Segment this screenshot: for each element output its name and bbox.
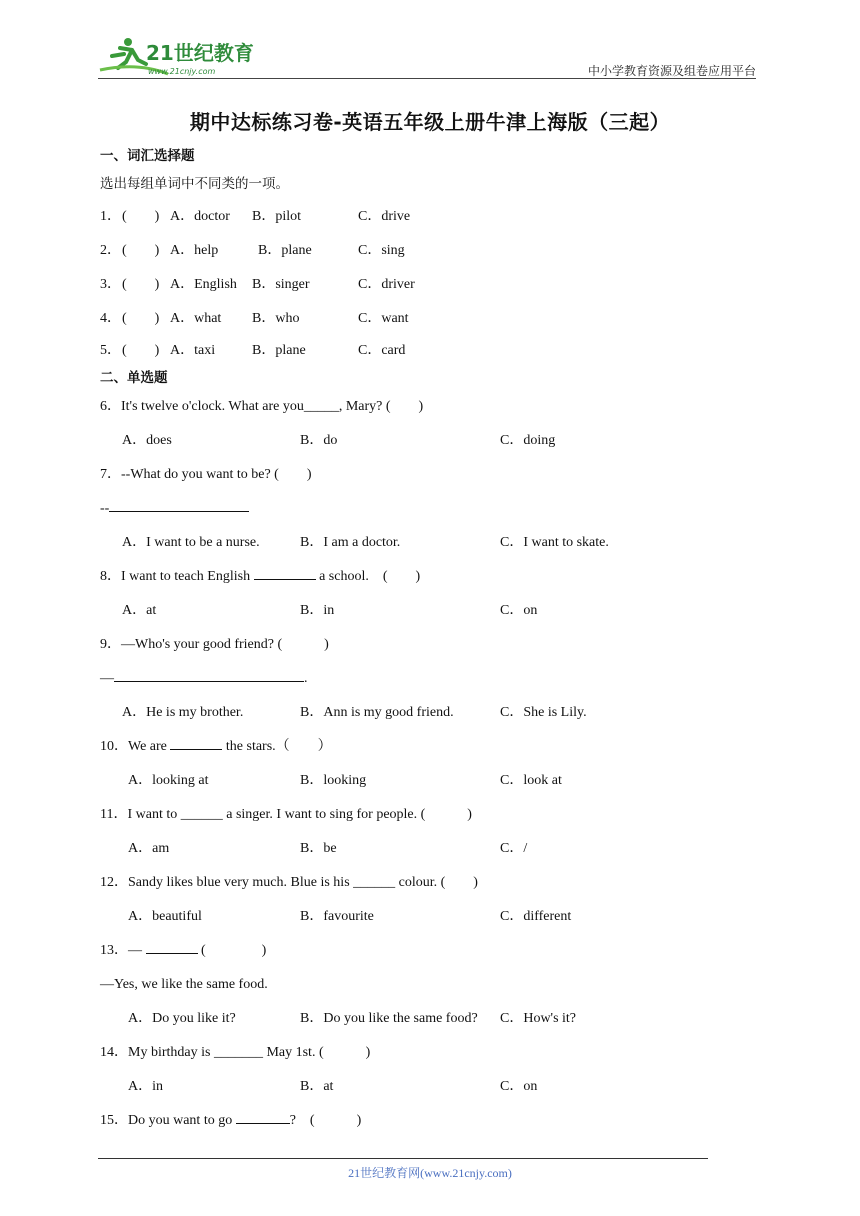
question-7: 7．--What do you want to be? ( )	[100, 467, 312, 482]
option-a: A．does	[122, 433, 172, 448]
option-a: A．help	[170, 243, 219, 258]
question-14: 14．My birthday is _______ May 1st. ( )	[100, 1045, 371, 1060]
option-c: C．doing	[500, 433, 556, 448]
exam-content	[100, 144, 740, 1138]
option-a: A．beautiful	[128, 909, 202, 924]
answer-paren: ( )	[122, 343, 160, 358]
question-number: 1．	[100, 209, 121, 224]
section2-heading: 二、单选题	[100, 370, 168, 386]
option-a: A．Do you like it?	[128, 1011, 236, 1026]
option-a: A．He is my brother.	[122, 705, 244, 720]
answer-blank	[236, 1107, 290, 1124]
option-b: B．favourite	[300, 909, 374, 924]
header-divider	[98, 78, 756, 79]
question-number: 3．	[100, 277, 121, 292]
answer-paren: ( )	[122, 243, 160, 258]
question-text: the stars.（ ）	[222, 739, 332, 754]
question-13	[100, 934, 740, 968]
option-b: B．plane	[258, 243, 312, 258]
option-b: B．at	[300, 1079, 334, 1094]
question-7-options	[100, 526, 740, 560]
option-c: C．on	[500, 603, 538, 618]
option-a: A．am	[128, 841, 170, 856]
question-6: 6．It's twelve o'clock. What are you_____, Mary? ( )	[100, 399, 424, 414]
option-a: A．looking at	[128, 773, 209, 788]
question-3	[100, 268, 740, 302]
option-a: A．English	[170, 277, 237, 292]
answer-blank	[170, 733, 222, 750]
option-b: B．who	[252, 311, 300, 326]
question-11: 11．I want to ______ a singer. I want to sing for people. ( )	[100, 807, 472, 822]
question-7-answer-line	[100, 492, 740, 526]
question-8-options	[100, 594, 740, 628]
option-b: B．looking	[300, 773, 367, 788]
question-2	[100, 234, 740, 268]
option-a: A．taxi	[170, 343, 216, 358]
dash: --	[100, 501, 110, 516]
question-13-reply: —Yes, we like the same food.	[100, 977, 268, 992]
question-8	[100, 560, 740, 594]
option-c: C．want	[358, 311, 409, 326]
dash: —	[100, 671, 114, 686]
option-a: A．what	[170, 311, 222, 326]
option-c: C．on	[500, 1079, 538, 1094]
question-5	[100, 336, 740, 366]
question-text: 8．I want to teach English	[100, 569, 254, 584]
option-a: A．doctor	[170, 209, 230, 224]
answer-blank	[254, 563, 316, 580]
option-c: C．She is Lily.	[500, 705, 587, 720]
logo-text: 21世纪教育	[146, 41, 254, 65]
option-c: C．/	[500, 841, 528, 856]
question-4	[100, 302, 740, 336]
footer-divider	[98, 1158, 708, 1159]
option-b: B．Ann is my good friend.	[300, 705, 454, 720]
logo-runner-icon	[98, 34, 258, 78]
option-c: C．How's it?	[500, 1011, 577, 1026]
header-platform-text: 中小学教育资源及组卷应用平台	[587, 64, 756, 78]
option-c: C．I want to skate.	[500, 535, 609, 550]
option-b: B．Do you like the same food?	[300, 1011, 478, 1026]
question-1	[100, 200, 740, 234]
question-13-options	[100, 1002, 740, 1036]
answer-blank	[109, 495, 249, 512]
question-12: 12．Sandy likes blue very much. Blue is his ______ colour. ( )	[100, 875, 478, 890]
period: .	[304, 671, 308, 686]
answer-paren: ( )	[122, 277, 160, 292]
answer-blank	[146, 937, 198, 954]
question-text: ( )	[197, 943, 267, 958]
question-text: ? ( )	[289, 1113, 362, 1128]
question-14-options	[100, 1070, 740, 1104]
option-b: B．in	[300, 603, 335, 618]
question-9-answer-line	[100, 662, 740, 696]
option-c: C．sing	[358, 243, 405, 258]
question-text: 13．—	[100, 943, 146, 958]
option-c: C．different	[500, 909, 572, 924]
footer-text: 21世纪教育网(www.21cnjy.com)	[348, 1166, 512, 1180]
option-c: C．drive	[358, 209, 411, 224]
question-11-options	[100, 832, 740, 866]
question-text: 10．We are	[100, 739, 171, 754]
option-a: A．I want to be a nurse.	[122, 535, 260, 550]
question-text: a school. ( )	[315, 569, 421, 584]
page-header	[98, 34, 756, 82]
question-number: 5．	[100, 343, 121, 358]
answer-paren: ( )	[122, 311, 160, 326]
option-c: C．look at	[500, 773, 562, 788]
question-12-options	[100, 900, 740, 934]
option-c: C．driver	[358, 277, 415, 292]
option-a: A．at	[122, 603, 157, 618]
question-9-options	[100, 696, 740, 730]
answer-blank	[114, 665, 304, 682]
section1-instruction: 选出每组单词中不同类的一项。	[100, 176, 289, 192]
option-a: A．in	[128, 1079, 163, 1094]
question-number: 2．	[100, 243, 121, 258]
option-b: B．I am a doctor.	[300, 535, 401, 550]
option-b: B．be	[300, 841, 337, 856]
option-b: B．do	[300, 433, 338, 448]
question-number: 4．	[100, 311, 121, 326]
question-10	[100, 730, 740, 764]
logo-url: www.21cnjy.com	[148, 67, 216, 76]
question-6-options	[100, 424, 740, 458]
question-9: 9．—Who's your good friend? ( )	[100, 637, 329, 652]
option-b: B．pilot	[252, 209, 302, 224]
question-text: 15．Do you want to go	[100, 1113, 236, 1128]
question-15	[100, 1104, 740, 1138]
option-c: C．card	[358, 343, 406, 358]
option-b: B．singer	[252, 277, 310, 292]
page-title: 期中达标练习卷-英语五年级上册牛津上海版（三起）	[189, 110, 671, 134]
section1-heading: 一、词汇选择题	[100, 148, 195, 164]
question-10-options	[100, 764, 740, 798]
option-b: B．plane	[252, 343, 306, 358]
answer-paren: ( )	[122, 209, 160, 224]
